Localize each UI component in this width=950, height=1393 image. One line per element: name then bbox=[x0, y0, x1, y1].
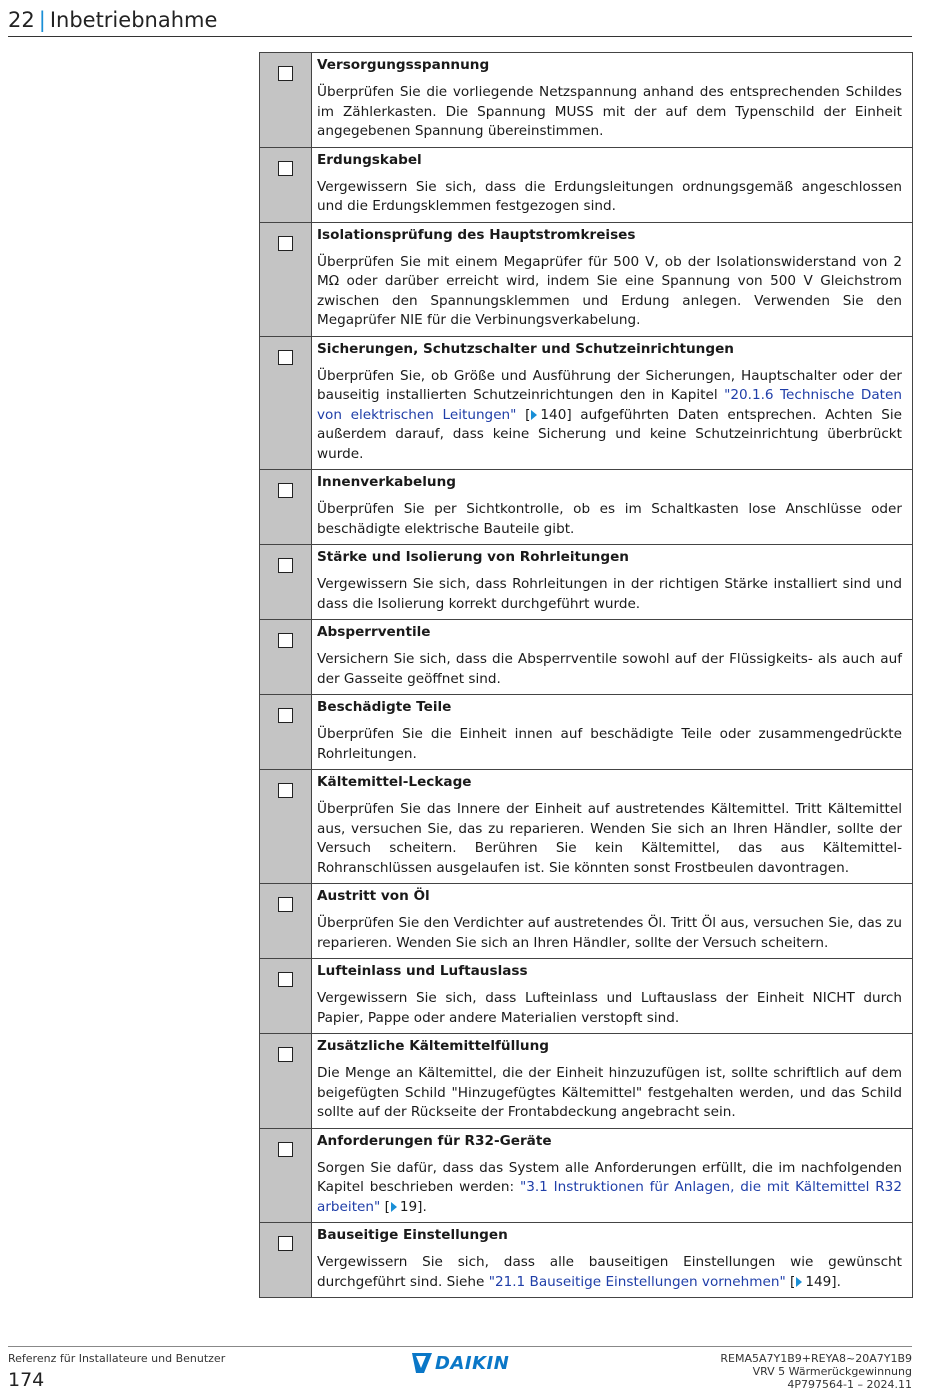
footer-divider bbox=[8, 1346, 912, 1347]
description-text: Überprüfen Sie die Einheit innen auf beschädigte Teile oder zusammengedrückte Rohrleitungen. bbox=[317, 726, 902, 762]
checkbox-cell bbox=[260, 470, 312, 545]
checkbox-cell bbox=[260, 884, 312, 959]
checklist-checkbox[interactable] bbox=[278, 350, 293, 365]
checklist-row bbox=[260, 959, 913, 1034]
checklist-item-content bbox=[312, 470, 913, 545]
checklist-row bbox=[260, 470, 913, 545]
checklist-row bbox=[260, 336, 913, 470]
checkbox-cell bbox=[260, 620, 312, 695]
checklist-checkbox[interactable] bbox=[278, 1142, 293, 1157]
checklist-checkbox[interactable] bbox=[278, 483, 293, 498]
checkbox-cell bbox=[260, 1034, 312, 1129]
checkbox-cell bbox=[260, 1223, 312, 1298]
checklist-item-title: Isolationsprüfung des Hauptstromkreises bbox=[317, 226, 636, 243]
description-text: [ bbox=[380, 1198, 390, 1215]
checklist-item-content bbox=[312, 1128, 913, 1223]
checklist-item-description bbox=[317, 650, 902, 689]
footer-document-title: Referenz für Installateure und Benutzer bbox=[8, 1352, 226, 1365]
checkbox-cell bbox=[260, 336, 312, 470]
checklist-item-title: Sicherungen, Schutzschalter und Schutzeinrichtungen bbox=[317, 340, 734, 357]
checklist-item-title: Versorgungsspannung bbox=[317, 57, 490, 73]
checklist-item-description bbox=[317, 989, 902, 1028]
checklist-item-title: Absperrventile bbox=[317, 624, 431, 640]
daikin-logo-icon bbox=[410, 1353, 432, 1373]
page-number: 174 bbox=[8, 1369, 45, 1391]
description-text: Überprüfen Sie, ob Größe und Ausführung der Sicherungen, Hauptschalter oder der bauseitig installierten Schutzeinrichtungen den in Kapitel bbox=[317, 367, 902, 403]
description-text: Überprüfen Sie das Innere der Einheit auf austretendes Kältemittel. Tritt Kältemittel aus, versuchen Sie, das zu reparieren. Wenden Sie sich an Ihren Händler, sollte der Versuch scheitern. Berühren Sie kein Kältemittel, das aus Kältemittel-Rohranschlüssen ausgelaufen ist. Sie könnten sonst Frostbeulen davontragen. bbox=[317, 801, 902, 876]
checklist-row bbox=[260, 770, 913, 884]
checklist-checkbox[interactable] bbox=[278, 558, 293, 573]
description-text: Vergewissern Sie sich, dass alle bauseitigen Einstellungen wie gewünscht durchgeführt sind. Siehe bbox=[317, 1254, 902, 1290]
checklist-item-content bbox=[312, 1034, 913, 1129]
checklist-item-content bbox=[312, 695, 913, 770]
checkbox-cell bbox=[260, 222, 312, 336]
checklist-row bbox=[260, 884, 913, 959]
description-text: 149]. bbox=[805, 1273, 841, 1290]
checklist-item-description bbox=[317, 83, 902, 142]
checklist-item-title: Bauseitige Einstellungen bbox=[317, 1227, 508, 1243]
checklist-checkbox[interactable] bbox=[278, 783, 293, 798]
checklist-table bbox=[259, 52, 913, 1298]
description-text: Überprüfen Sie mit einem Megaprüfer für 500 V, ob der Isolationswiderstand von 2 MΩ oder darüber erreicht wird, indem Sie eine Spannung von 500 V Gleichstrom zwischen den Spannungsklemmen und Erdung anlegen. Verwenden Sie den Megaprüfer NIE für die Verbinungsverkabelung. bbox=[317, 253, 902, 328]
checklist-item-description bbox=[317, 1064, 902, 1123]
checklist-row bbox=[260, 1223, 913, 1298]
page-reference-arrow-icon bbox=[531, 410, 537, 420]
daikin-logo bbox=[410, 1352, 509, 1374]
header-separator: | bbox=[38, 8, 46, 32]
description-text: Vergewissern Sie sich, dass Rohrleitungen in der richtigen Stärke installiert sind und dass die Isolierung korrekt durchgeführt wurde. bbox=[317, 576, 902, 612]
footer-model-info bbox=[720, 1352, 912, 1391]
page-header bbox=[8, 6, 912, 37]
checklist-checkbox[interactable] bbox=[278, 1236, 293, 1251]
checklist-row bbox=[260, 1128, 913, 1223]
checklist-checkbox[interactable] bbox=[278, 708, 293, 723]
checklist-item-description bbox=[317, 253, 902, 331]
checklist-checkbox[interactable] bbox=[278, 1047, 293, 1062]
checklist-item-content bbox=[312, 884, 913, 959]
checklist-item-content bbox=[312, 336, 913, 470]
description-text: 19]. bbox=[399, 1198, 427, 1215]
checklist-item-description bbox=[317, 1159, 902, 1218]
checklist-row bbox=[260, 695, 913, 770]
checklist-row bbox=[260, 53, 913, 148]
description-text: Überprüfen Sie den Verdichter auf austretendes Öl. Tritt Öl aus, versuchen Sie, das zu reparieren. Wenden Sie sich an Ihren Händler, sollte der Versuch scheitern. bbox=[317, 915, 902, 951]
checkbox-cell bbox=[260, 695, 312, 770]
checkbox-cell bbox=[260, 147, 312, 222]
checklist-checkbox[interactable] bbox=[278, 236, 293, 251]
description-text: Überprüfen Sie per Sichtkontrolle, ob es im Schaltkasten lose Anschlüsse oder beschädigte elektrische Bauteile gibt. bbox=[317, 501, 902, 537]
cross-reference-link[interactable]: "21.1 Bauseitige Einstellungen vornehmen" bbox=[488, 1273, 786, 1290]
description-text: Vergewissern Sie sich, dass die Erdungsleitungen ordnungsgemäß angeschlossen und die Erdungsklemmen festgezogen sind. bbox=[317, 178, 902, 214]
description-text: Die Menge an Kältemittel, die der Einheit hinzuzufügen ist, sollte schriftlich auf dem beigefügten Schild "Hinzugefügtes Kältemittel" festgehalten werden, und das Schild sollte auf der Rückseite der Frontabdeckung angebracht sein. bbox=[317, 1065, 902, 1120]
page-reference-arrow-icon bbox=[796, 1277, 802, 1287]
checklist-item-title: Anforderungen für R32-Geräte bbox=[317, 1132, 552, 1149]
checklist-item-content bbox=[312, 147, 913, 222]
checklist-item-content bbox=[312, 545, 913, 620]
description-text: 140] aufgeführten Daten entsprechen. Achten Sie außerdem darauf, dass keine Sicherung und keine Schutzeinrichtung überbrückt wurde. bbox=[317, 406, 902, 462]
checklist-checkbox[interactable] bbox=[278, 66, 293, 81]
checklist-item-content bbox=[312, 222, 913, 336]
checklist-item-content bbox=[312, 620, 913, 695]
checklist-item-description bbox=[317, 367, 902, 465]
checklist-item-title: Innenverkabelung bbox=[317, 474, 457, 490]
checklist-item-title: Beschädigte Teile bbox=[317, 699, 452, 715]
cross-reference-link[interactable]: "3.1 Instruktionen für Anlagen, die mit Kältemittel R32 arbeiten" bbox=[317, 1179, 902, 1215]
checklist-row bbox=[260, 222, 913, 336]
checkbox-cell bbox=[260, 770, 312, 884]
checklist-item-description bbox=[317, 725, 902, 764]
checklist-item-description bbox=[317, 500, 902, 539]
description-text: Vergewissern Sie sich, dass Lufteinlass und Luftauslass der Einheit NICHT durch Papier, Pappe oder andere Materialien verstopft sind. bbox=[317, 990, 902, 1026]
checklist-item-title: Erdungskabel bbox=[317, 151, 422, 168]
checkbox-cell bbox=[260, 53, 312, 148]
description-text: Sorgen Sie dafür, dass das System alle Anforderungen erfüllt, die im nachfolgenden Kapitel beschrieben werden: bbox=[317, 1159, 902, 1195]
chapter-title: Inbetriebnahme bbox=[49, 8, 218, 32]
checklist-item-title: Stärke und Isolierung von Rohrleitungen bbox=[317, 549, 629, 565]
checklist-item-content bbox=[312, 1223, 913, 1298]
checklist-row bbox=[260, 1034, 913, 1129]
description-text: [ bbox=[785, 1273, 796, 1290]
checklist-checkbox[interactable] bbox=[278, 897, 293, 912]
footer-product-line: VRV 5 Wärmerückgewinnung bbox=[752, 1365, 912, 1378]
checklist-item-title: Zusätzliche Kältemittelfüllung bbox=[317, 1038, 549, 1054]
footer-model-line: REMA5A7Y1B9+REYA8~20A7Y1B9 bbox=[720, 1352, 912, 1365]
daikin-logo-text: DAIKIN bbox=[435, 1352, 510, 1374]
checklist-item-title: Lufteinlass und Luftauslass bbox=[317, 963, 528, 979]
chapter-number: 22 bbox=[8, 8, 35, 32]
description-text: Überprüfen Sie die vorliegende Netzspannung anhand des entsprechenden Schildes im Zählerkasten. Die Spannung MUSS mit der auf dem Typenschild der Einheit angegebenen Spannung übereinstimmen. bbox=[317, 84, 902, 139]
checklist-item-description bbox=[317, 1253, 902, 1292]
checklist-item-description bbox=[317, 178, 902, 217]
checklist-item-title: Kältemittel-Leckage bbox=[317, 774, 472, 790]
checklist-row bbox=[260, 545, 913, 620]
checklist-item-content bbox=[312, 959, 913, 1034]
checklist-item-content bbox=[312, 53, 913, 148]
checkbox-cell bbox=[260, 545, 312, 620]
checklist-item-title: Austritt von Öl bbox=[317, 888, 430, 904]
checklist-checkbox[interactable] bbox=[278, 633, 293, 648]
checklist-item-description bbox=[317, 800, 902, 878]
checklist-item-description bbox=[317, 914, 902, 953]
checkbox-cell bbox=[260, 1128, 312, 1223]
checklist-item-content bbox=[312, 770, 913, 884]
checkbox-cell bbox=[260, 959, 312, 1034]
checklist-row bbox=[260, 147, 913, 222]
description-text: [ bbox=[516, 406, 531, 423]
footer-docnumber-line: 4P797564-1 – 2024.11 bbox=[787, 1378, 912, 1391]
checklist-row bbox=[260, 620, 913, 695]
page-reference-arrow-icon bbox=[391, 1202, 397, 1212]
checklist-checkbox[interactable] bbox=[278, 161, 293, 176]
checklist-item-description bbox=[317, 575, 902, 614]
cross-reference-link[interactable]: "20.1.6 Technische Daten von elektrischen Leitungen" bbox=[317, 387, 902, 423]
checklist-checkbox[interactable] bbox=[278, 972, 293, 987]
description-text: Versichern Sie sich, dass die Absperrventile sowohl auf der Flüssigkeits- als auch auf der Gasseite geöffnet sind. bbox=[317, 651, 902, 687]
